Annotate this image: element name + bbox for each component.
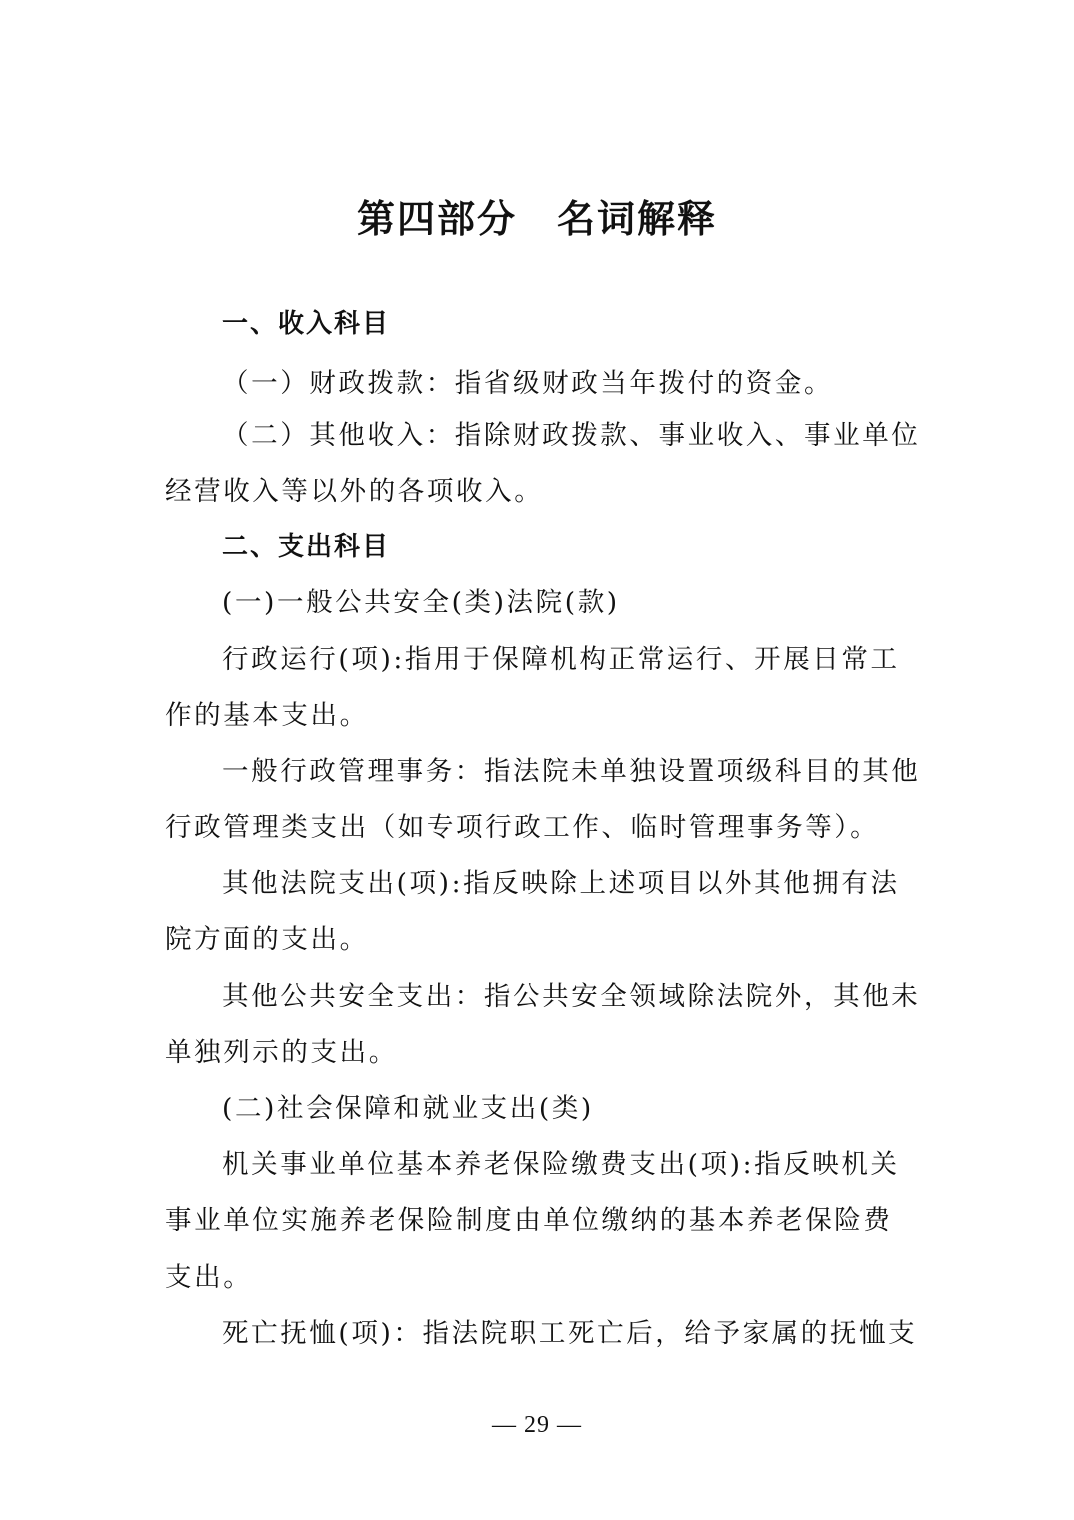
paragraph-line: 作的基本支出。 bbox=[165, 700, 369, 731]
section-heading-income: 一、收入科目 bbox=[222, 309, 391, 339]
paragraph-line: 行政管理类支出（如专项行政工作、临时管理事务等）。 bbox=[165, 812, 880, 843]
paragraph-line: （一）财政拨款：指省级财政当年拨付的资金。 bbox=[222, 368, 834, 399]
paragraph-line: 支出。 bbox=[165, 1262, 253, 1293]
paragraph-line: (一)一般公共安全(类)法院(款) bbox=[222, 587, 620, 618]
paragraph-line: 机关事业单位基本养老保险缴费支出(项):指反映机关 bbox=[222, 1149, 900, 1180]
paragraph-line: 单独列示的支出。 bbox=[165, 1037, 398, 1068]
paragraph-line: (二)社会保障和就业支出(类) bbox=[222, 1093, 594, 1124]
paragraph-line: 经营收入等以外的各项收入。 bbox=[165, 476, 544, 507]
paragraph-line: 行政运行(项):指用于保障机构正常运行、开展日常工 bbox=[222, 644, 900, 675]
paragraph-line: 其他法院支出(项):指反映除上述项目以外其他拥有法 bbox=[222, 868, 900, 899]
paragraph-line: （二）其他收入：指除财政拨款、事业收入、事业单位 bbox=[222, 420, 921, 451]
paragraph-line: 一般行政管理事务：指法院未单独设置项级科目的其他 bbox=[222, 756, 921, 787]
paragraph-line: 死亡抚恤(项)：指法院职工死亡后，给予家属的抚恤支 bbox=[222, 1318, 918, 1349]
paragraph-line: 事业单位实施养老保险制度由单位缴纳的基本养老保险费 bbox=[165, 1205, 893, 1236]
paragraph-line: 其他公共安全支出：指公共安全领域除法院外，其他未 bbox=[222, 981, 921, 1012]
paragraph-line: 院方面的支出。 bbox=[165, 924, 369, 955]
page-number: — 29 — bbox=[492, 1412, 582, 1438]
page-title: 第四部分 名词解释 bbox=[356, 197, 717, 241]
section-heading-expense: 二、支出科目 bbox=[222, 532, 391, 562]
